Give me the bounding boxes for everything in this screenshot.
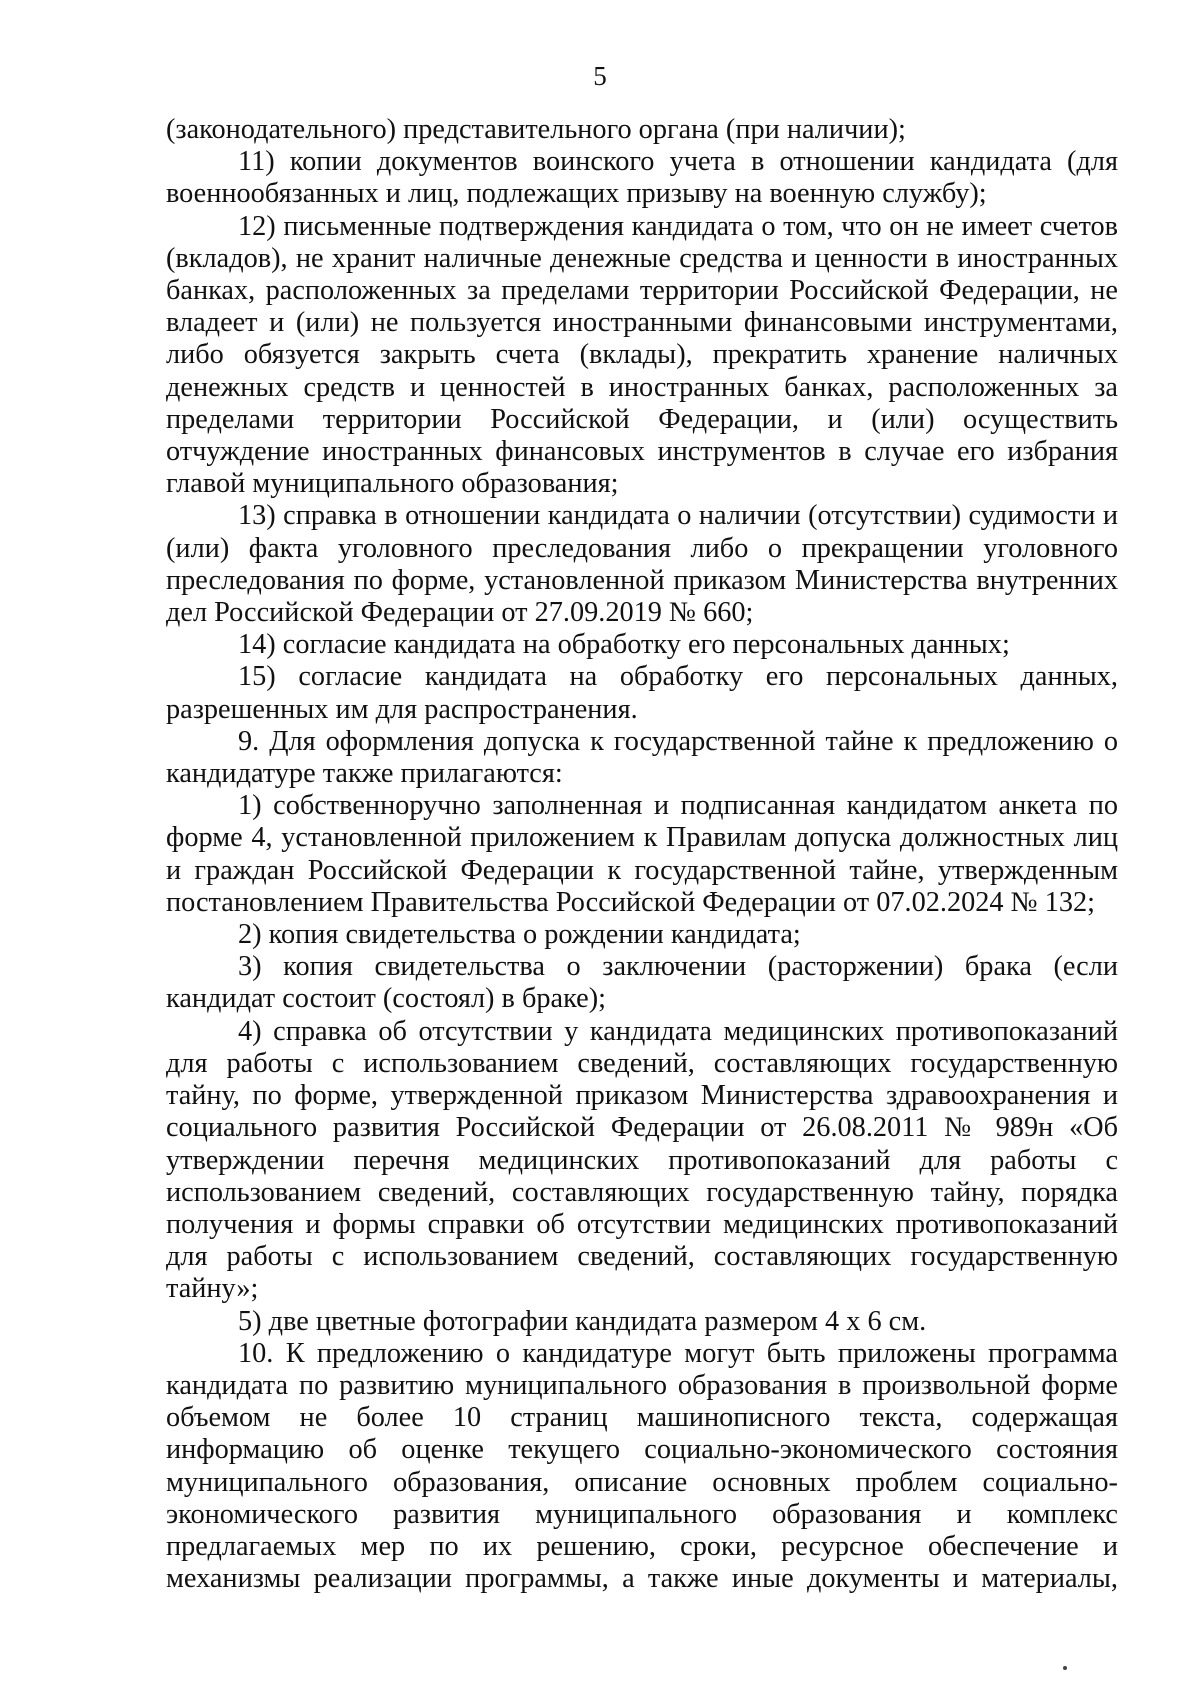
paragraph-continuation: (законодательного) представительного органа (при наличии);: [166, 114, 906, 145]
section-9-item-3: 3) копия свидетельства о заключении (расторжении) брака (если кандидат состоит (состоял) в браке);: [166, 951, 1118, 1015]
section-9-item-5: 5) две цветные фотографии кандидата размером 4 х 6 см.: [238, 1305, 927, 1337]
section-10: 10. К предложению о кандидатуре могут быть приложены программа кандидата по развитию муниципального образования в произвольной форме объемом не более 10 страниц машинописного текста, содержащая информацию об оценке текущего социально-экономического состояния муниципального образования, описание основных проблем социально-экономического развития муниципального образования и комплекс предлагаемых мер по их решению, сроки, ресурсное обеспечение и механизмы реализации программы, а также иные документы и материалы,: [166, 1337, 1118, 1595]
document-body: [166, 114, 1118, 1595]
scan-speck: [1063, 1666, 1067, 1670]
section-9-item-2: 2) копия свидетельства о рождении кандидата;: [238, 919, 801, 951]
page-number: 5: [593, 61, 607, 91]
section-9-intro: 9. Для оформления допуска к государственной тайне к предложению о кандидатуре также прилагаются:: [166, 725, 1118, 790]
section-9-item-4: 4) справка об отсутствии у кандидата медицинских противопоказаний для работы с использованием сведений, составляющих государственную тайну, по форме, утвержденной приказом Министерства здравоохранения и социального развития Российской Федерации от 26.08.2011 № 989н «Об утверждении перечня медицинских противопоказаний для работы с использованием сведений, составляющих государственную тайну, порядка получения и формы справки об отсутствии медицинских противопоказаний для работы с использованием сведений, составляющих государственную тайну»;: [166, 1015, 1118, 1305]
list-item-14: 14) согласие кандидата на обработку его персональных данных;: [238, 629, 1010, 661]
list-item-13: 13) справка в отношении кандидата о наличии (отсутствии) судимости и (или) факта уголовного преследования либо о прекращении уголовного преследования по форме, установленной приказом Министерства внутренних дел Российской Федерации от 27.09.2019 № 660;: [166, 500, 1118, 629]
list-item-11: 11) копии документов воинского учета в отношении кандидата (для военнообязанных и лиц, подлежащих призыву на военную службу);: [166, 146, 1118, 210]
section-9-item-1: 1) собственноручно заполненная и подписанная кандидатом анкета по форме 4, установленной приложением к Правилам допуска должностных лиц и граждан Российской Федерации к государственной тайне, утвержденным постановлением Правительства Российской Федерации от 07.02.2024 № 132;: [166, 790, 1118, 918]
list-item-12: 12) письменные подтверждения кандидата о том, что он не имеет счетов (вкладов), не хранит наличные денежные средства и ценности в иностранных банках, расположенных за пределами территории Российской Федерации, не владеет и (или) не пользуется иностранными финансовыми инструментами, либо обязуется закрыть счета (вклады), прекратить хранение наличных денежных средств и ценностей в иностранных банках, расположенных за пределами территории Российской Федерации, и (или) осуществить отчуждение иностранных финансовых инструментов в случае его избрания главой муниципального образования;: [166, 210, 1118, 500]
list-item-15: 15) согласие кандидата на обработку его персональных данных, разрешенных им для распространения.: [166, 661, 1118, 725]
